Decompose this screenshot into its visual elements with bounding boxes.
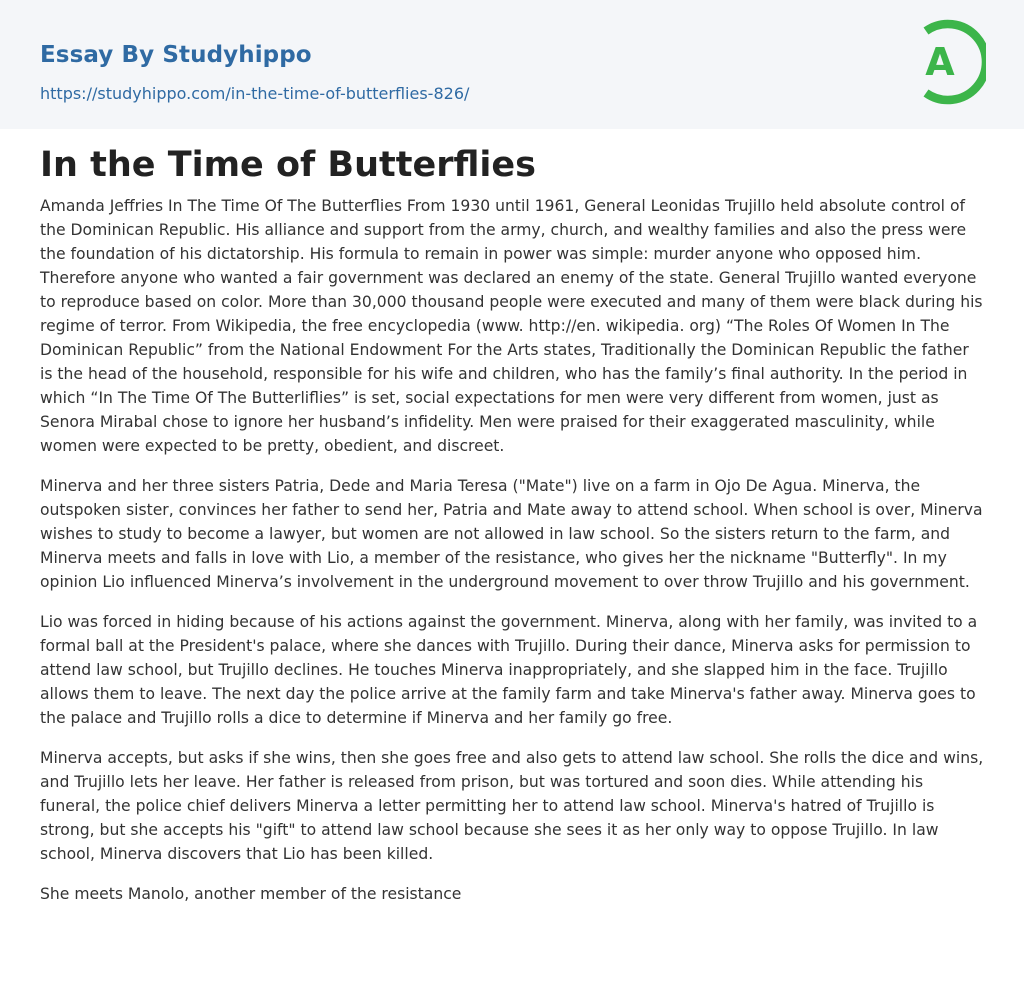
paragraph: Amanda Jeffries In The Time Of The Butterflies From 1930 until 1961, General Leonidas Trujillo held absolute control of the Dominican Republic. His alliance and support from the army, church, and wealthy families and also the press were the foundation of his dictatorship. His formula to remain in power was simple: murder anyone who opposed him. Therefore anyone who wanted a fair government was declared an enemy of the state. General Trujillo wanted everyone to reproduce based on color. More than 30,000 thousand people were executed and many of them were black during his regime of terror. From Wikipedia, the free encyclopedia (www. http://en. wikipedia. org) “The Roles Of Women In The Dominican Republic” from the National Endowment For the Arts states, Traditionally the Dominican Republic the father is the head of the household, responsible for his wife and children, who has the family’s final authority. In the period in which “In The Time Of The Butterliflies” is set, social expectations for men were very different from women, just as Senora Mirabal chose to ignore her husband’s infidelity. Men were praised for their exaggerated masculinity, while women were expected to be pretty, obedient, and discreet. bbox=[40, 197, 983, 455]
paragraph: She meets Manolo, another member of the resistance bbox=[40, 885, 462, 903]
article-title: In the Time of Butterflies bbox=[40, 145, 536, 185]
paragraph: Minerva and her three sisters Patria, Dede and Maria Teresa ("Mate") live on a farm in Ojo De Agua. Minerva, the outspoken sister, convinces her father to send her, Patria and Mate away to attend school. When school is over, Minerva wishes to study to become a lawyer, but women are not allowed in law school. So the sisters return to the farm, and Minerva meets and falls in love with Lio, a member of the resistance, who gives her the nickname "Butterfly". In my opinion Lio influenced Minerva’s involvement in the underground movement to over throw Trujillo and his government. bbox=[40, 477, 983, 591]
article-body bbox=[40, 194, 986, 922]
studyhippo-logo-icon[interactable] bbox=[912, 19, 986, 105]
site-header bbox=[0, 0, 1024, 129]
paragraph: Lio was forced in hiding because of his actions against the government. Minerva, along with her family, was invited to a formal ball at the President's palace, where she dances with Trujillo. During their dance, Minerva asks for permission to attend law school, but Trujillo declines. He touches Minerva inappropriately, and she slapped him in the face. Trujillo allows them to leave. The next day the police arrive at the family farm and take Minerva's father away. Minerva goes to the palace and Trujillo rolls a dice to determine if Minerva and her family go free. bbox=[40, 613, 978, 727]
brand-title[interactable]: Essay By Studyhippo bbox=[40, 42, 312, 68]
essay-url-link[interactable]: https://studyhippo.com/in-the-time-of-butterflies-826/ bbox=[40, 84, 470, 103]
logo-letter: A bbox=[925, 40, 955, 84]
paragraph: Minerva accepts, but asks if she wins, then she goes free and also gets to attend law school. She rolls the dice and wins, and Trujillo lets her leave. Her father is released from prison, but was tortured and soon dies. While attending his funeral, the police chief delivers Minerva a letter permitting her to attend law school. Minerva's hatred of Trujillo is strong, but she accepts his "gift" to attend law school because she sees it as her only way to oppose Trujillo. In law school, Minerva discovers that Lio has been killed. bbox=[40, 749, 984, 863]
